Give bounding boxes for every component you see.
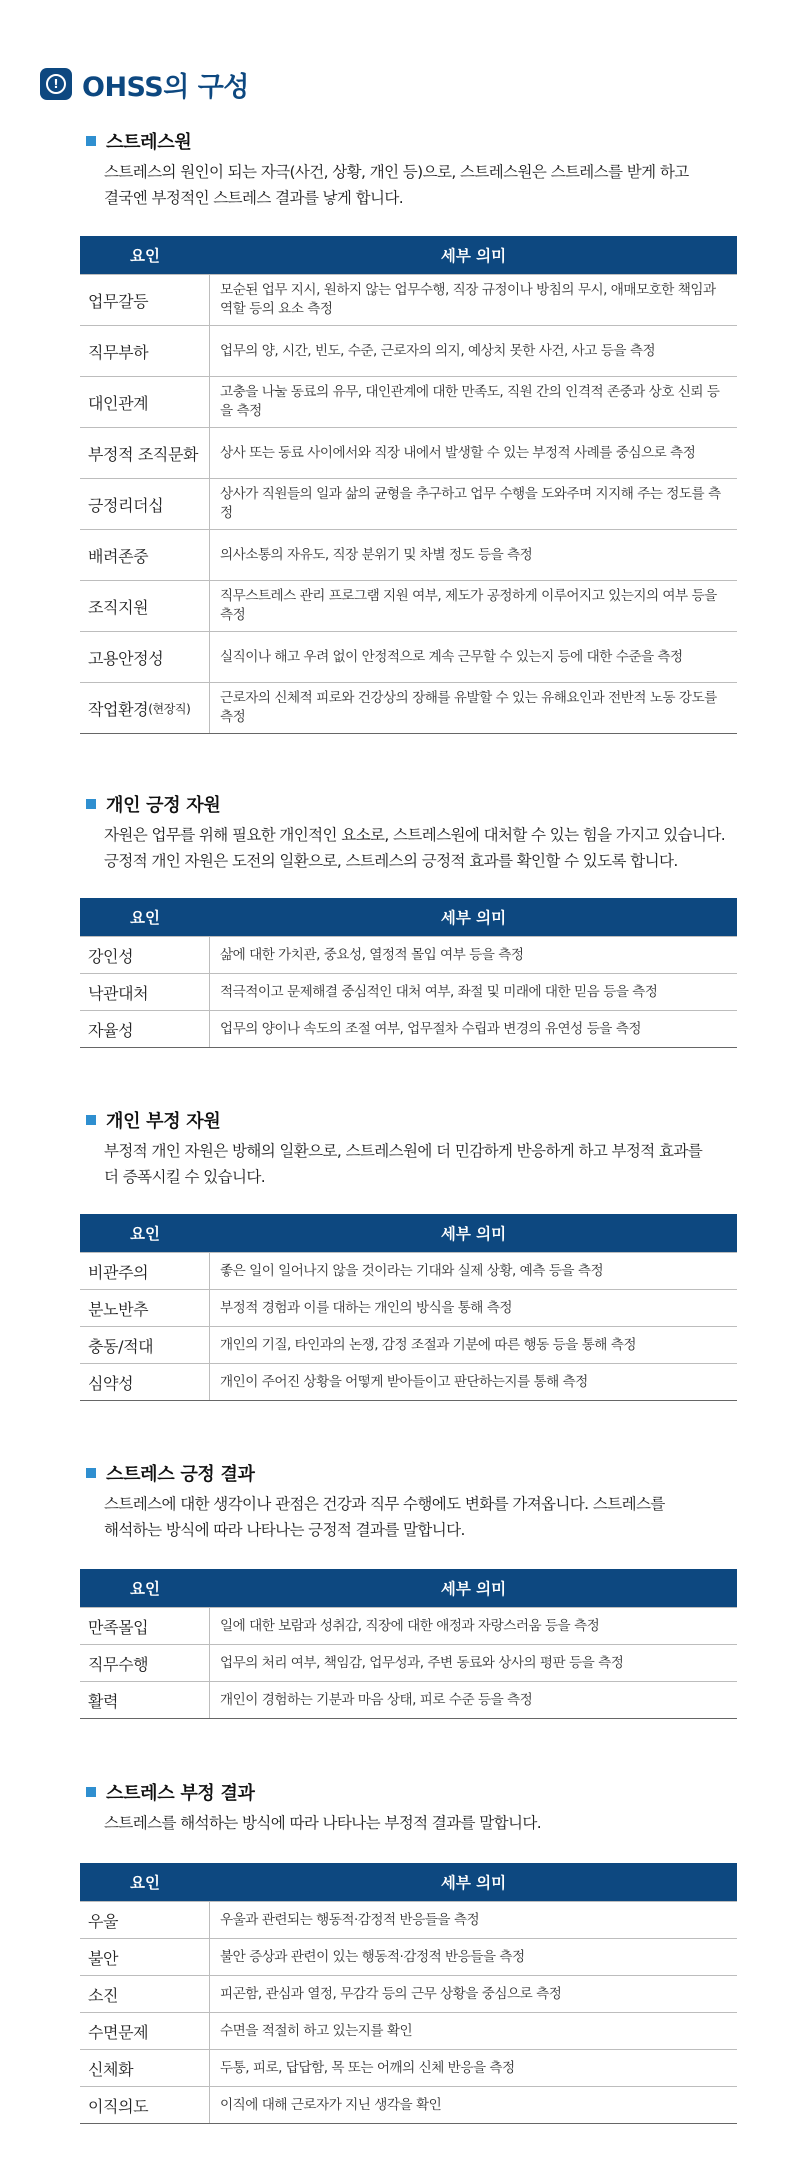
meaning-cell: 부정적 경험과 이를 대하는 개인의 방식을 통해 측정 — [220, 1299, 513, 1316]
header-factor: 요인 — [130, 1580, 160, 1598]
factor-text: 작업환경 — [88, 699, 149, 719]
section-title: 개인 부정 자원 — [106, 1111, 221, 1132]
factor-cell: 낙관대처 — [80, 974, 210, 1010]
bullet-icon — [86, 1468, 96, 1478]
factor-cell: 직무부하 — [80, 326, 210, 376]
table-header — [80, 1214, 737, 1252]
table-row — [80, 1938, 737, 1975]
table-row — [80, 529, 737, 580]
section-description — [104, 1810, 754, 1836]
meaning-cell: 개인의 기질, 타인과의 논쟁, 감정 조절과 기분에 따른 행동 등을 통해 측정 — [220, 1336, 636, 1353]
table-row — [80, 1975, 737, 2012]
factor-cell: 만족몰입 — [80, 1608, 210, 1644]
factor-cell: 이직의도 — [80, 2087, 210, 2123]
header-factor: 요인 — [130, 1225, 160, 1243]
factor-cell: 강인성 — [80, 937, 210, 973]
meaning-cell: 직무스트레스 관리 프로그램 지원 여부, 제도가 공정하게 이루어지고 있는지의 여부 등을 측정 — [220, 588, 717, 623]
meaning-cell: 상사가 직원들의 일과 삶의 균형을 추구하고 업무 수행을 도와주며 지지해 주는 정도를 측정 — [220, 486, 721, 521]
header-meaning: 세부 의미 — [440, 247, 507, 265]
table-row — [80, 631, 737, 682]
header-meaning: 세부 의미 — [440, 1225, 507, 1243]
factor-cell — [80, 683, 210, 733]
table-header — [80, 1863, 737, 1901]
factor-note: (현장직) — [148, 701, 191, 716]
section-description — [104, 1138, 754, 1190]
page-title-text: OHSS의 구성 — [82, 71, 249, 103]
table-row — [80, 1326, 737, 1363]
meaning-cell: 상사 또는 동료 사이에서와 직장 내에서 발생할 수 있는 부정적 사례를 중심으로 측정 — [220, 444, 696, 461]
factor-cell: 분노반추 — [80, 1290, 210, 1326]
meaning-cell: 피곤함, 관심과 열정, 무감각 등의 근무 상황을 중심으로 측정 — [220, 1985, 562, 2002]
meaning-cell: 의사소통의 자유도, 직장 분위기 및 차별 정도 등을 측정 — [220, 546, 533, 563]
factor-cell: 심약성 — [80, 1364, 210, 1400]
factor-cell: 부정적 조직문화 — [80, 428, 210, 478]
section-description — [104, 159, 754, 211]
header-factor: 요인 — [130, 247, 160, 265]
factor-cell: 불안 — [80, 1939, 210, 1975]
factor-cell: 자율성 — [80, 1011, 210, 1047]
section-heading — [86, 791, 220, 817]
table-row — [80, 1681, 737, 1718]
factor-cell: 신체화 — [80, 2050, 210, 2086]
table-row — [80, 478, 737, 529]
description-line: 부정적 개인 자원은 방해의 일환으로, 스트레스원에 더 민감하게 반응하게 하고 부정적 효과를 — [104, 1142, 703, 1160]
meaning-cell: 업무의 처리 여부, 책임감, 업무성과, 주변 동료와 상사의 평판 등을 측정 — [220, 1654, 624, 1671]
description-line: 더 증폭시킬 수 있습니다. — [104, 1168, 266, 1186]
section-heading — [86, 1107, 220, 1133]
description-line: 결국엔 부정적인 스트레스 결과를 낳게 합니다. — [104, 189, 404, 207]
header-factor: 요인 — [130, 909, 160, 927]
section-title: 스트레스원 — [106, 132, 192, 153]
factor-table — [80, 1569, 737, 1719]
factor-cell: 충동/적대 — [80, 1327, 210, 1363]
factor-table — [80, 898, 737, 1048]
section-description — [104, 1491, 754, 1543]
description-line: 자원은 업무를 위해 필요한 개인적인 요소로, 스트레스원에 대처할 수 있는 힘을 가지고 있습니다. — [104, 826, 726, 844]
header-factor: 요인 — [130, 1874, 160, 1892]
table-row — [80, 580, 737, 631]
meaning-cell: 수면을 적절히 하고 있는지를 확인 — [220, 2022, 413, 2039]
section-title: 스트레스 부정 결과 — [106, 1783, 255, 1804]
table-row — [80, 2086, 737, 2123]
factor-cell: 긍정리더십 — [80, 479, 210, 529]
table-row — [80, 1252, 737, 1289]
header-meaning: 세부 의미 — [440, 1874, 507, 1892]
factor-table — [80, 236, 737, 734]
table-row — [80, 1901, 737, 1938]
factor-cell: 조직지원 — [80, 581, 210, 631]
table-header — [80, 1569, 737, 1607]
section-description — [104, 822, 774, 874]
factor-table — [80, 1863, 737, 2124]
table-header — [80, 898, 737, 936]
meaning-cell: 근로자의 신체적 피로와 건강상의 장해를 유발할 수 있는 유해요인과 전반적 노동 강도를 측정 — [220, 690, 717, 725]
table-row — [80, 325, 737, 376]
factor-cell: 소진 — [80, 1976, 210, 2012]
table-row — [80, 936, 737, 973]
info-icon: ! — [40, 68, 72, 100]
meaning-cell: 적극적이고 문제해결 중심적인 대처 여부, 좌절 및 미래에 대한 믿음 등을 측정 — [220, 983, 658, 1000]
table-row — [80, 973, 737, 1010]
table-row — [80, 1363, 737, 1400]
factor-cell: 우울 — [80, 1902, 210, 1938]
section-heading — [86, 1779, 255, 1805]
table-row — [80, 2012, 737, 2049]
description-line: 해석하는 방식에 따라 나타나는 긍정적 결과를 말합니다. — [104, 1521, 465, 1539]
header-meaning: 세부 의미 — [440, 1580, 507, 1598]
table-row — [80, 1607, 737, 1644]
table-row — [80, 427, 737, 478]
description-line: 스트레스에 대한 생각이나 관점은 건강과 직무 수행에도 변화를 가져옵니다. 스트레스를 — [104, 1495, 665, 1513]
meaning-cell: 개인이 경험하는 기분과 마음 상태, 피로 수준 등을 측정 — [220, 1691, 533, 1708]
table-row — [80, 2049, 737, 2086]
section-title: 스트레스 긍정 결과 — [106, 1464, 255, 1485]
description-line: 스트레스의 원인이 되는 자극(사건, 상황, 개인 등)으로, 스트레스원은 스트레스를 받게 하고 — [104, 163, 689, 181]
bullet-icon — [86, 136, 96, 146]
page-title — [40, 64, 249, 104]
factor-cell: 고용안정성 — [80, 632, 210, 682]
meaning-cell: 개인이 주어진 상황을 어떻게 받아들이고 판단하는지를 통해 측정 — [220, 1373, 588, 1390]
meaning-cell: 불안 증상과 관련이 있는 행동적·감정적 반응들을 측정 — [220, 1948, 525, 1965]
meaning-cell: 업무의 양, 시간, 빈도, 수준, 근로자의 의지, 예상치 못한 사건, 사고 등을 측정 — [220, 342, 656, 359]
meaning-cell: 고충을 나눌 동료의 유무, 대인관계에 대한 만족도, 직원 간의 인격적 존중과 상호 신뢰 등을 측정 — [220, 384, 720, 419]
factor-cell: 수면문제 — [80, 2013, 210, 2049]
bullet-icon — [86, 799, 96, 809]
meaning-cell: 이직에 대해 근로자가 지닌 생각을 확인 — [220, 2096, 442, 2113]
table-header — [80, 236, 737, 274]
meaning-cell: 일에 대한 보람과 성취감, 직장에 대한 애정과 자랑스러움 등을 측정 — [220, 1617, 600, 1634]
header-meaning: 세부 의미 — [440, 909, 507, 927]
meaning-cell: 두통, 피로, 답답함, 목 또는 어깨의 신체 반응을 측정 — [220, 2059, 515, 2076]
section-title: 개인 긍정 자원 — [106, 795, 221, 816]
description-line: 스트레스를 해석하는 방식에 따라 나타나는 부정적 결과를 말합니다. — [104, 1814, 542, 1832]
meaning-cell: 삶에 대한 가치관, 중요성, 열정적 몰입 여부 등을 측정 — [220, 946, 524, 963]
meaning-cell: 업무의 양이나 속도의 조절 여부, 업무절차 수립과 변경의 유연성 등을 측정 — [220, 1020, 641, 1037]
meaning-cell: 실직이나 해고 우려 없이 안정적으로 계속 근무할 수 있는지 등에 대한 수준을 측정 — [220, 648, 683, 665]
table-row — [80, 376, 737, 427]
factor-cell: 대인관계 — [80, 377, 210, 427]
table-row — [80, 1289, 737, 1326]
description-line: 긍정적 개인 자원은 도전의 일환으로, 스트레스의 긍정적 효과를 확인할 수 있도록 합니다. — [104, 852, 678, 870]
factor-cell: 배려존중 — [80, 530, 210, 580]
table-row — [80, 1010, 737, 1047]
meaning-cell: 모순된 업무 지시, 원하지 않는 업무수행, 직장 규정이나 방침의 무시, 애매모호한 책임과 역할 등의 요소 측정 — [220, 282, 716, 317]
meaning-cell: 좋은 일이 일어나지 않을 것이라는 기대와 실제 상황, 예측 등을 측정 — [220, 1262, 604, 1279]
factor-cell: 비관주의 — [80, 1253, 210, 1289]
factor-table — [80, 1214, 737, 1401]
factor-cell: 직무수행 — [80, 1645, 210, 1681]
table-row — [80, 274, 737, 325]
section-heading — [86, 1460, 255, 1486]
meaning-cell: 우울과 관련되는 행동적·감정적 반응들을 측정 — [220, 1911, 480, 1928]
bullet-icon — [86, 1115, 96, 1125]
bullet-icon — [86, 1787, 96, 1797]
section-heading — [86, 128, 191, 154]
factor-cell: 업무갈등 — [80, 275, 210, 325]
table-row — [80, 682, 737, 733]
table-row — [80, 1644, 737, 1681]
factor-cell: 활력 — [80, 1682, 210, 1718]
